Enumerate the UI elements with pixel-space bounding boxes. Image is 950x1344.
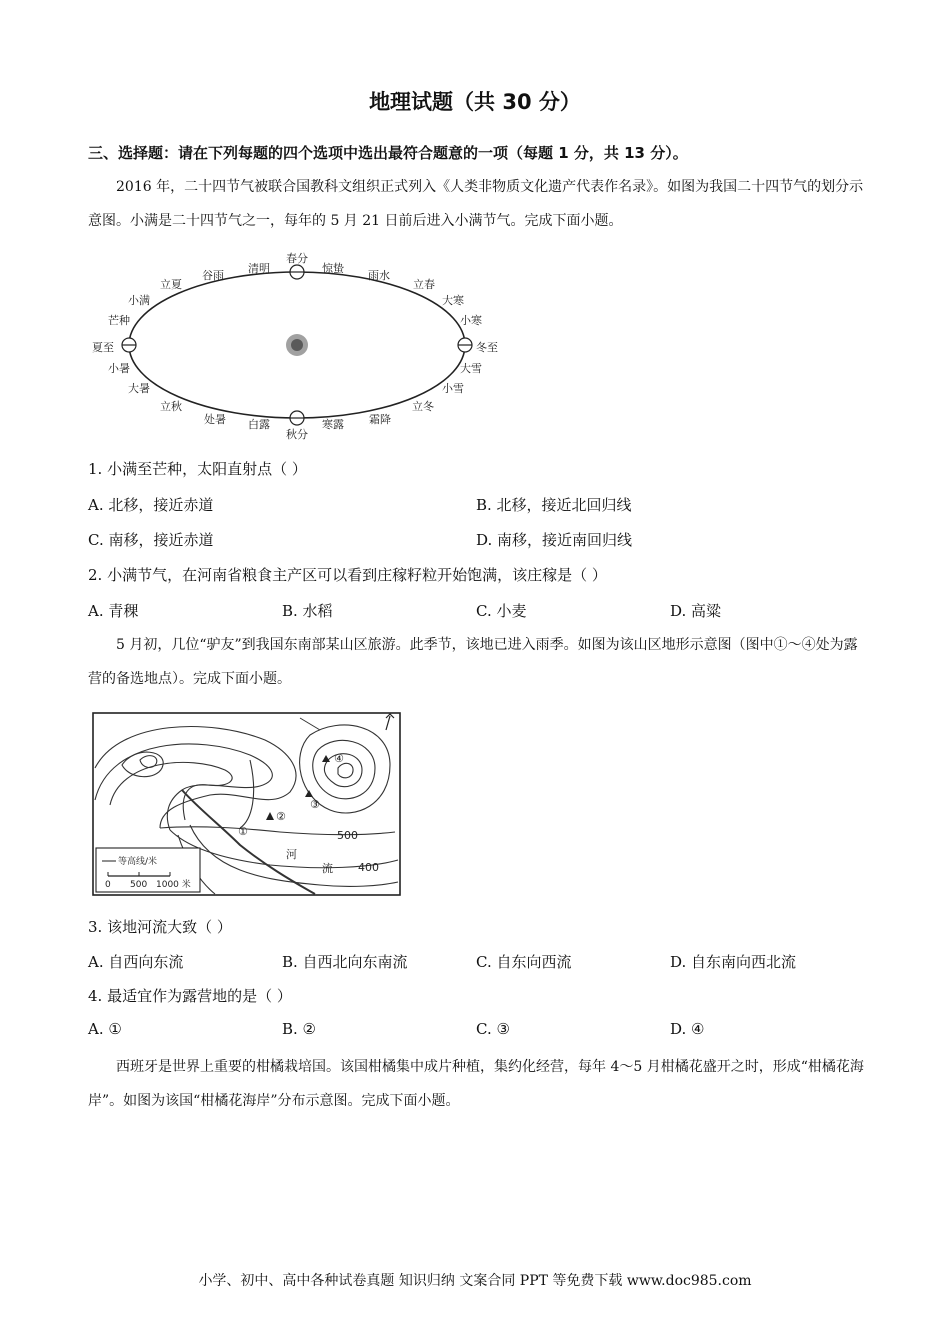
term-label: 芒种 (108, 314, 130, 327)
term-label: 小雪 (442, 382, 464, 395)
river-label: 流 (322, 862, 333, 875)
term-label: 小寒 (460, 314, 482, 327)
term-label: 立春 (413, 278, 435, 291)
intro-paragraph-1: 2016 年，二十四节气被联合国教科文组织正式列入《人类非物质文化遗产代表作名录》。如图为我国二十四节气的划分示意图。小满是二十四节气之一，每年的 5 月 21 日前后进入小满节气。完成下面小题。 (88, 179, 864, 229)
contour-label: 500 (337, 829, 358, 842)
term-label: 冬至 (476, 341, 498, 354)
term-label: 大雪 (460, 362, 482, 375)
term-label: 大暑 (128, 382, 150, 395)
question-3-stem: 3. 该地河流大致（ ） (88, 918, 232, 936)
term-label: 夏至 (92, 341, 114, 354)
question-4-stem: 4. 最适宜作为露营地的是（ ） (88, 987, 292, 1005)
topographic-map (90, 710, 404, 900)
q2-option-b[interactable]: B. 水稻 (282, 602, 333, 620)
q1-option-c[interactable]: C. 南移，接近赤道 (88, 531, 214, 549)
campsite-1-marker: ① (238, 825, 248, 838)
q2-option-a[interactable]: A. 青稞 (88, 602, 139, 620)
solar-terms-diagram (86, 250, 506, 442)
q4-option-a[interactable]: A. ① (88, 1020, 122, 1038)
term-label: 寒露 (322, 418, 344, 431)
term-label: 处暑 (204, 413, 226, 426)
campsite-3-marker: ③ (310, 798, 320, 811)
question-2-stem: 2. 小满节气，在河南省粮食主产区可以看到庄稼籽粒开始饱满，该庄稼是（ ） (88, 566, 607, 584)
q4-option-d[interactable]: D. ④ (670, 1020, 705, 1038)
campsite-4-marker: ④ (334, 752, 344, 765)
section-heading: 三、选择题：请在下列每题的四个选项中选出最符合题意的一项（每题 1 分，共 13 分）。 (88, 144, 688, 162)
q2-option-c[interactable]: C. 小麦 (476, 602, 527, 620)
q3-option-d[interactable]: D. 自东南向西北流 (670, 953, 797, 971)
term-label: 谷雨 (202, 269, 224, 282)
q1-option-d[interactable]: D. 南移，接近南回归线 (476, 531, 633, 549)
page-footer: 小学、初中、高中各种试卷真题 知识归纳 文案合同 PPT 等免费下载 www.doc985.com (198, 1273, 752, 1289)
intro-paragraph-2: 5 月初，几位“驴友”到我国东南部某山区旅游。此季节，该地已进入雨季。如图为该山区地形示意图（图中①～④处为露营的备选地点）。完成下面小题。 (88, 637, 858, 687)
q3-option-b[interactable]: B. 自西北向东南流 (282, 953, 408, 971)
term-label: 惊蛰 (322, 262, 344, 275)
q2-option-d[interactable]: D. 高粱 (670, 602, 722, 620)
term-label: 小满 (128, 294, 150, 307)
question-1-stem: 1. 小满至芒种，太阳直射点（ ） (88, 460, 307, 478)
page-title: 地理试题（共 30 分） (369, 90, 581, 114)
term-label: 霜降 (369, 413, 391, 426)
campsite-2-marker: ② (276, 810, 286, 823)
legend-contour-text: 等高线/米 (118, 857, 158, 867)
scale-label: 500 (130, 880, 148, 890)
scale-label: 0 (105, 880, 111, 890)
term-label: 白露 (248, 418, 270, 431)
term-label: 立冬 (412, 400, 434, 413)
scale-label: 1000 米 (156, 880, 191, 890)
river-label: 河 (286, 848, 297, 861)
q3-option-c[interactable]: C. 自东向西流 (476, 953, 572, 971)
term-label: 立秋 (160, 400, 182, 413)
contour-label: 400 (358, 861, 379, 874)
term-label: 雨水 (368, 269, 390, 282)
intro-paragraph-3: 西班牙是世界上重要的柑橘栽培国。该国柑橘集中成片种植，集约化经营，每年 4～5 月柑橘花盛开之时，形成“柑橘花海岸”。如图为该国“柑橘花海岸”分布示意图。完成下面小题。 (88, 1059, 864, 1109)
q4-option-c[interactable]: C. ③ (476, 1020, 510, 1038)
term-label: 立夏 (160, 278, 182, 291)
q1-option-a[interactable]: A. 北移，接近赤道 (88, 496, 214, 514)
q4-option-b[interactable]: B. ② (282, 1020, 317, 1038)
term-label: 大寒 (442, 294, 464, 307)
q3-option-a[interactable]: A. 自西向东流 (88, 953, 184, 971)
term-label: 清明 (248, 262, 270, 275)
term-label: 小暑 (108, 362, 130, 375)
q1-option-b[interactable]: B. 北移，接近北回归线 (476, 496, 632, 514)
term-label: 春分 (286, 252, 308, 265)
term-label: 秋分 (286, 428, 308, 441)
